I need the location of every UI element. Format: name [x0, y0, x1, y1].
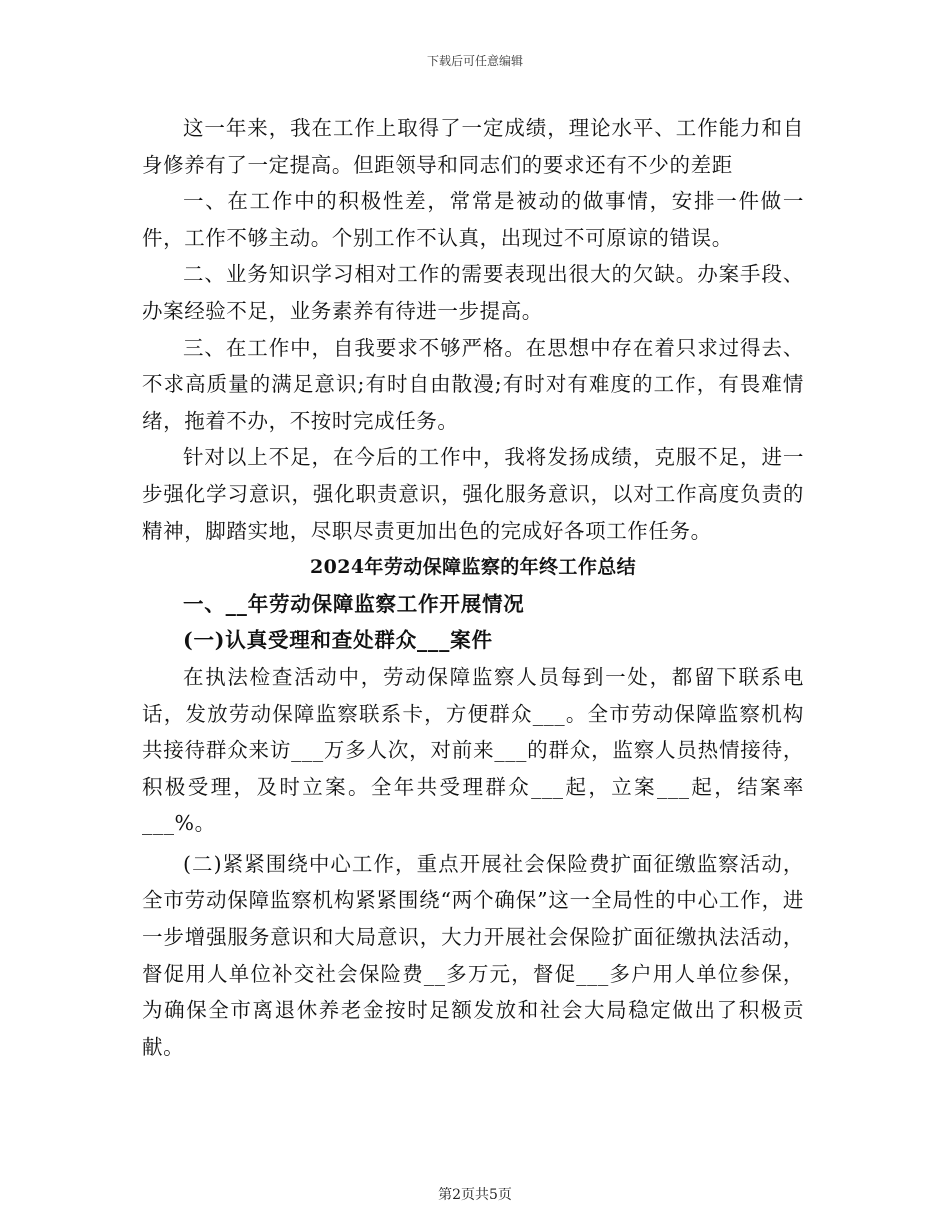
paragraph-conclusion: 针对以上不足，在今后的工作中，我将发扬成绩，克服不足，进一步强化学习意识，强化职责意识，强化服务意识，以对工作高度负责的精神，脚踏实地，尽职尽责更加出色的完成好各项工作任务。: [142, 445, 804, 543]
paragraph-intro: 这一年来，我在工作上取得了一定成绩，理论水平、工作能力和自身修养有了一定提高。但距领导和同志们的要求还有不少的差距: [142, 116, 804, 177]
document-body: [142, 110, 804, 1065]
paragraph-point-3: 三、在工作中，自我要求不够严格。在思想中存在着只求过得去、不求高质量的满足意识;有时自由散漫;有时对有难度的工作，有畏难情绪，拖着不办，不按时完成任务。: [142, 335, 804, 433]
paragraph-point-2: 二、业务知识学习相对工作的需要表现出很大的欠缺。办案手段、办案经验不足，业务素养有待进一步提高。: [142, 262, 804, 323]
paragraph-social-insurance: (二)紧紧围绕中心工作，重点开展社会保险费扩面征缴监察活动，全市劳动保障监察机构紧紧围绕“两个确保”这一全局性的中心工作，进一步增强服务意识和大局意识，大力开展社会保险扩面征缴执法活动，督促用人单位补交社会保险费__多万元，督促___多户用人单位参保，为确保全市离退休养老金按时足额发放和社会大局稳定做出了积极贡献。: [142, 851, 804, 1059]
paragraph-enforcement: 在执法检查活动中，劳动保障监察人员每到一处，都留下联系电话，发放劳动保障监察联系卡，方便群众___。全市劳动保障监察机构共接待群众来访___万多人次，对前来___的群众，监察人员热情接待，积极受理，及时立案。全年共受理群众___起，立案___起，结案率___%。: [142, 664, 804, 836]
paragraph-point-1: 一、在工作中的积极性差，常常是被动的做事情，安排一件做一件，工作不够主动。个别工作不认真，出现过不可原谅的错误。: [142, 189, 804, 250]
heading-level-1: 一、__年劳动保障监察工作开展情况: [183, 591, 525, 616]
heading-level-2: (一)认真受理和查处群众___案件: [183, 628, 493, 653]
page-header: 下载后可任意编辑: [426, 54, 523, 68]
section-title: 2024年劳动保障监察的年终工作总结: [309, 556, 637, 579]
page-footer: 第2页共5页: [438, 1187, 512, 1203]
